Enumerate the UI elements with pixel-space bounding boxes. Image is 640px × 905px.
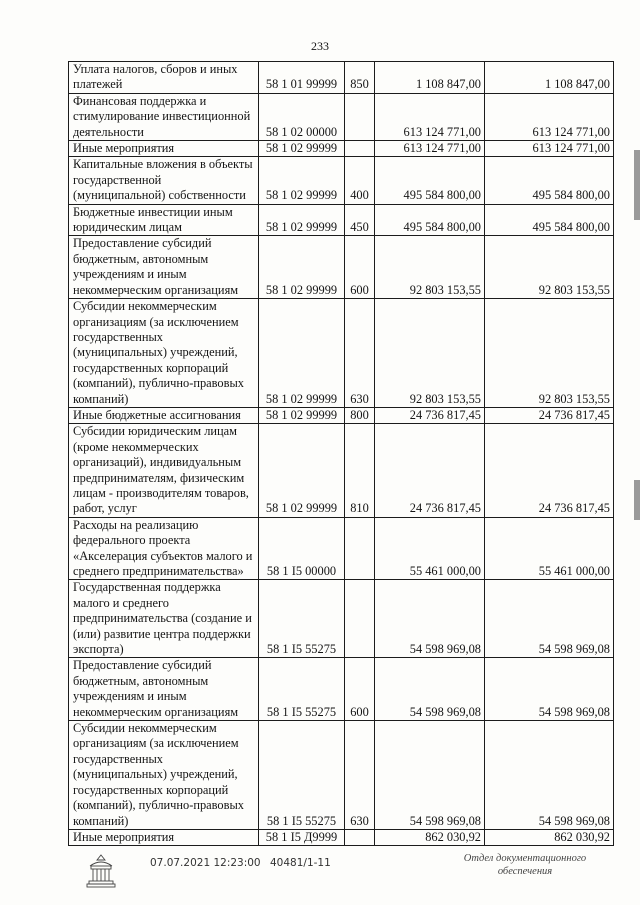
row-code: 58 1 01 99999	[259, 62, 345, 94]
table-row	[69, 580, 614, 658]
row-code: 58 1 02 00000	[259, 93, 345, 140]
row-code: 58 1 02 99999	[259, 299, 345, 408]
row-amount-2: 862 030,92	[485, 829, 614, 845]
scan-edge-mark	[634, 480, 640, 520]
table-body	[69, 62, 614, 846]
row-code: 58 1 02 99999	[259, 204, 345, 236]
table-row	[69, 424, 614, 517]
row-amount-1: 862 030,92	[375, 829, 485, 845]
row-code: 58 1 02 99999	[259, 407, 345, 423]
row-amount-1: 92 803 153,55	[375, 299, 485, 408]
row-amount-1: 495 584 800,00	[375, 157, 485, 204]
row-amount-1: 24 736 817,45	[375, 424, 485, 517]
footer-date: 07.07.2021 12:23:00	[150, 857, 261, 869]
row-code: 58 1 I5 55275	[259, 580, 345, 658]
row-amount-1: 613 124 771,00	[375, 141, 485, 157]
row-name: Государственная поддержка малого и среднего предпринимательства (создание и (или) развитие центра поддержки экспорта)	[69, 580, 259, 658]
footer-dept-line1: Отдел документационного	[463, 853, 587, 864]
row-name: Предоставление субсидий бюджетным, автономным учреждениям и иным некоммерческим организациям	[69, 236, 259, 299]
page-number: 233	[311, 39, 329, 53]
row-expense-type: 450	[345, 204, 375, 236]
row-amount-2: 613 124 771,00	[485, 141, 614, 157]
footer-department	[430, 852, 620, 878]
row-amount-2: 54 598 969,08	[485, 580, 614, 658]
row-amount-1: 54 598 969,08	[375, 721, 485, 830]
row-amount-2: 54 598 969,08	[485, 658, 614, 721]
table-row	[69, 517, 614, 580]
row-expense-type: 400	[345, 157, 375, 204]
row-code: 58 1 I5 55275	[259, 658, 345, 721]
row-expense-type: 600	[345, 236, 375, 299]
budget-table	[68, 61, 614, 846]
row-amount-1: 55 461 000,00	[375, 517, 485, 580]
row-code: 58 1 I5 Д9999	[259, 829, 345, 845]
row-amount-2: 24 736 817,45	[485, 424, 614, 517]
footer	[0, 852, 640, 892]
table-row	[69, 658, 614, 721]
table-row	[69, 236, 614, 299]
table-row	[69, 204, 614, 236]
footer-dept-line2: обеспечения	[497, 866, 553, 877]
row-name: Субсидии юридическим лицам (кроме некоммерческих организаций), индивидуальным предпринимателям, физическим лицам - производителям товаров, работ, услуг	[69, 424, 259, 517]
row-expense-type	[345, 517, 375, 580]
table-row	[69, 62, 614, 94]
row-name: Финансовая поддержка и стимулирование инвестиционной деятельности	[69, 93, 259, 140]
row-name: Субсидии некоммерческим организациям (за исключением государственных (муниципальных) учреждений, государственных корпораций (компаний), публично-правовых компаний)	[69, 299, 259, 408]
table-row	[69, 407, 614, 423]
row-amount-2: 613 124 771,00	[485, 93, 614, 140]
row-expense-type	[345, 93, 375, 140]
row-expense-type: 630	[345, 299, 375, 408]
coat-of-arms-icon	[82, 852, 120, 890]
row-amount-2: 495 584 800,00	[485, 157, 614, 204]
table-row	[69, 141, 614, 157]
scan-edge-mark	[634, 150, 640, 220]
row-amount-2: 92 803 153,55	[485, 299, 614, 408]
row-amount-2: 495 584 800,00	[485, 204, 614, 236]
row-name: Бюджетные инвестиции иным юридическим лицам	[69, 204, 259, 236]
table-row	[69, 93, 614, 140]
row-name: Уплата налогов, сборов и иных платежей	[69, 62, 259, 94]
row-amount-2: 24 736 817,45	[485, 407, 614, 423]
row-name: Капитальные вложения в объекты государственной (муниципальной) собственности	[69, 157, 259, 204]
table-row	[69, 299, 614, 408]
row-amount-1: 1 108 847,00	[375, 62, 485, 94]
row-expense-type: 600	[345, 658, 375, 721]
row-name: Расходы на реализацию федерального проекта «Акселерация субъектов малого и среднего предпринимательства»	[69, 517, 259, 580]
row-amount-1: 24 736 817,45	[375, 407, 485, 423]
row-name: Иные мероприятия	[69, 141, 259, 157]
row-amount-2: 54 598 969,08	[485, 721, 614, 830]
row-code: 58 1 I5 55275	[259, 721, 345, 830]
row-code: 58 1 02 99999	[259, 141, 345, 157]
table-row	[69, 829, 614, 845]
footer-doc-number: 40481/1-11	[270, 857, 331, 869]
row-code: 58 1 02 99999	[259, 424, 345, 517]
row-name: Субсидии некоммерческим организациям (за исключением государственных (муниципальных) учреждений, государственных корпораций (компаний), публично-правовых компаний)	[69, 721, 259, 830]
row-expense-type: 810	[345, 424, 375, 517]
row-amount-1: 54 598 969,08	[375, 658, 485, 721]
row-amount-1: 495 584 800,00	[375, 204, 485, 236]
row-amount-2: 55 461 000,00	[485, 517, 614, 580]
row-name: Предоставление субсидий бюджетным, автономным учреждениям и иным некоммерческим организациям	[69, 658, 259, 721]
row-expense-type: 850	[345, 62, 375, 94]
row-amount-2: 1 108 847,00	[485, 62, 614, 94]
row-expense-type	[345, 141, 375, 157]
row-amount-1: 92 803 153,55	[375, 236, 485, 299]
table-row	[69, 721, 614, 830]
row-name: Иные бюджетные ассигнования	[69, 407, 259, 423]
row-amount-1: 613 124 771,00	[375, 93, 485, 140]
row-amount-2: 92 803 153,55	[485, 236, 614, 299]
row-expense-type	[345, 829, 375, 845]
row-code: 58 1 02 99999	[259, 236, 345, 299]
row-code: 58 1 02 99999	[259, 157, 345, 204]
row-code: 58 1 I5 00000	[259, 517, 345, 580]
table-row	[69, 157, 614, 204]
row-expense-type: 630	[345, 721, 375, 830]
row-expense-type	[345, 580, 375, 658]
row-amount-1: 54 598 969,08	[375, 580, 485, 658]
row-expense-type: 800	[345, 407, 375, 423]
row-name: Иные мероприятия	[69, 829, 259, 845]
